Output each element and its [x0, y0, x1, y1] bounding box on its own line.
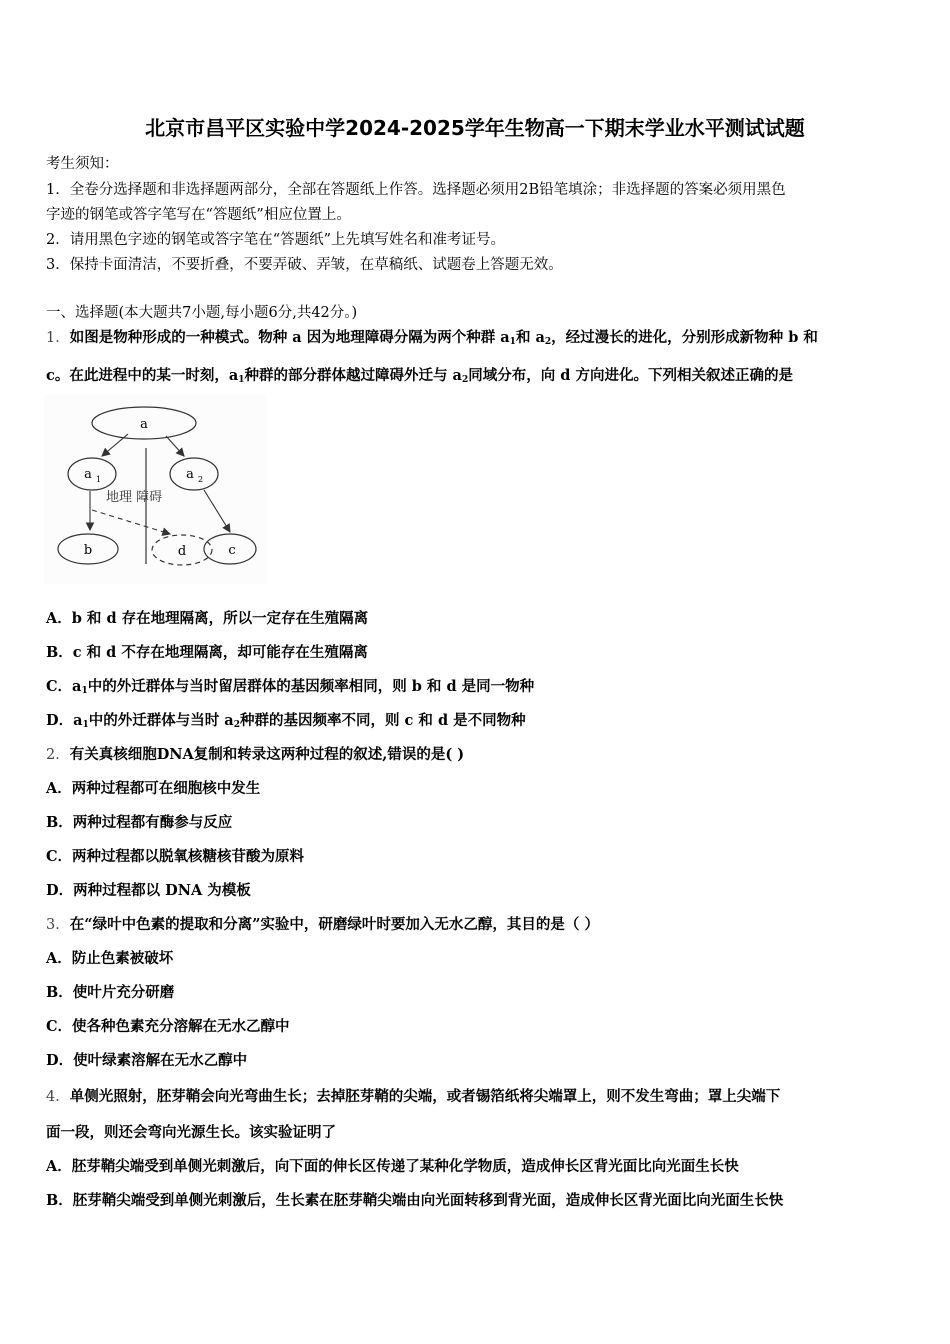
q1-sub-4: 2	[461, 375, 469, 385]
q1-text-1a: 如图是物种形成的一种模式。物种 a 因为地理障碍分隔为两个种群 a	[69, 329, 510, 346]
q4-stem-line2: 面一段，则还会弯向光源生长。该实验证明了	[46, 1124, 336, 1141]
node-b-label: b	[83, 543, 93, 558]
node-a1-label: a	[84, 467, 92, 482]
q2-option-a: A．两种过程都可在细胞核中发生	[46, 780, 261, 797]
q4-option-b: B．胚芽鞘尖端受到单侧光刺激后，生长素在胚芽鞘尖端由向光面转移到背光面，造成伸长区背光面比向光面生长快	[46, 1192, 784, 1209]
q4-number: 4．	[46, 1089, 70, 1105]
page-title: 北京市昌平区实验中学2024-2025学年生物高一下期末学业水平测试试题	[145, 116, 805, 140]
notice-item-1-cont: 字迹的钢笔或答字笔写在“答题纸”相应位置上。	[46, 207, 351, 223]
q2-option-d: D．两种过程都以 DNA 为模板	[46, 882, 251, 899]
q1-option-d	[46, 709, 526, 730]
q4-stem-line1	[46, 1085, 780, 1106]
barrier-label: 地理 障碍	[106, 490, 163, 505]
q1-text-1c: ，经过漫长的进化，分别形成新物种 b 和	[551, 329, 818, 346]
q2-stem-text: 有关真核细胞DNA复制和转录这两种过程的叙述,错误的是( )	[69, 746, 465, 763]
q1-stem-line1	[46, 326, 818, 347]
q1-option-c-sub: 1	[81, 686, 88, 696]
notice-item-2: 2．请用黑色字迹的钢笔或答字笔在“答题纸”上先填写姓名和准考证号。	[46, 232, 506, 248]
q2-option-c: C．两种过程都以脱氧核糖核苷酸为原料	[46, 848, 305, 865]
q1-option-d-text2: 种群的基因频率不同，则 c 和 d 是不同物种	[239, 712, 526, 729]
q1-option-d-sub2: 2	[233, 720, 240, 730]
q1-stem-line2	[46, 364, 793, 385]
q1-sub-1: 1	[509, 337, 516, 347]
q3-number: 3．	[46, 917, 70, 933]
q2-option-b: B．两种过程都有酶参与反应	[46, 814, 233, 831]
q3-option-d: D．使叶绿素溶解在无水乙醇中	[46, 1052, 248, 1069]
q1-option-d-sub1: 1	[82, 720, 89, 730]
q1-option-c	[46, 675, 534, 696]
node-c-label: c	[228, 543, 236, 558]
q3-option-a: A．防止色素被破坏	[46, 950, 174, 967]
q4-option-a: A．胚芽鞘尖端受到单侧光刺激后，向下面的伸长区传递了某种化学物质，造成伸长区背光面比向光面生长快	[46, 1158, 739, 1175]
q2-stem	[46, 743, 464, 764]
notice-item-1: 1．全卷分选择题和非选择题两部分，全部在答题纸上作答。选择题必须用2B铅笔填涂；非选择题的答案必须用黑色	[46, 182, 786, 198]
q1-option-d-prefix: D．a	[46, 712, 83, 729]
q1-text-1b: 和 a	[515, 329, 545, 346]
q1-option-c-text: 中的外迁群体与当时留居群体的基因频率相同，则 b 和 d 是同一物种	[87, 678, 535, 695]
q3-stem	[46, 913, 599, 934]
node-d-label: d	[177, 544, 187, 559]
q1-option-a: A．b 和 d 存在地理隔离，所以一定存在生殖隔离	[46, 610, 369, 627]
notice-item-3: 3．保持卡面清洁，不要折叠，不要弄破、弄皱，在草稿纸、试题卷上答题无效。	[46, 257, 563, 273]
node-a1-sub: 1	[96, 475, 102, 484]
q1-text-2c: 同域分布，向 d 方向进化。下列相关叙述正确的是	[468, 367, 793, 384]
speciation-diagram	[44, 394, 266, 584]
q1-option-b: B．c 和 d 不存在地理隔离，却可能存在生殖隔离	[46, 644, 368, 661]
node-a2-sub: 2	[198, 475, 204, 484]
q1-text-2b: 种群的部分群体越过障碍外迁与 a	[244, 367, 462, 384]
node-a2-label: a	[186, 467, 194, 482]
q1-sub-3: 1	[238, 375, 245, 385]
q1-option-d-text1: 中的外迁群体与当时 a	[88, 712, 234, 729]
q1-text-2a: c。在此进程中的某一时刻，a	[46, 367, 239, 384]
notice-heading: 考生须知：	[46, 156, 119, 172]
speciation-diagram-svg	[44, 394, 266, 584]
q3-option-b: B．使叶片充分研磨	[46, 984, 175, 1001]
section-heading: 一、选择题(本大题共7小题,每小题6分,共42分。)	[46, 305, 358, 321]
q3-option-c: C．使各种色素充分溶解在无水乙醇中	[46, 1018, 290, 1035]
q1-sub-2: 2	[544, 337, 552, 347]
q1-option-c-prefix: C．a	[46, 678, 82, 695]
q4-stem-text-1: 单侧光照射，胚芽鞘会向光弯曲生长；去掉胚芽鞘的尖端，或者锡箔纸将尖端罩上，则不发生弯曲；罩上尖端下	[69, 1088, 781, 1105]
node-a-label: a	[140, 417, 148, 432]
q1-number: 1．	[46, 330, 70, 346]
q2-number: 2．	[46, 747, 70, 763]
q3-stem-text: 在“绿叶中色素的提取和分离”实验中，研磨绿叶时要加入无水乙醇，其目的是（ ）	[69, 916, 599, 933]
